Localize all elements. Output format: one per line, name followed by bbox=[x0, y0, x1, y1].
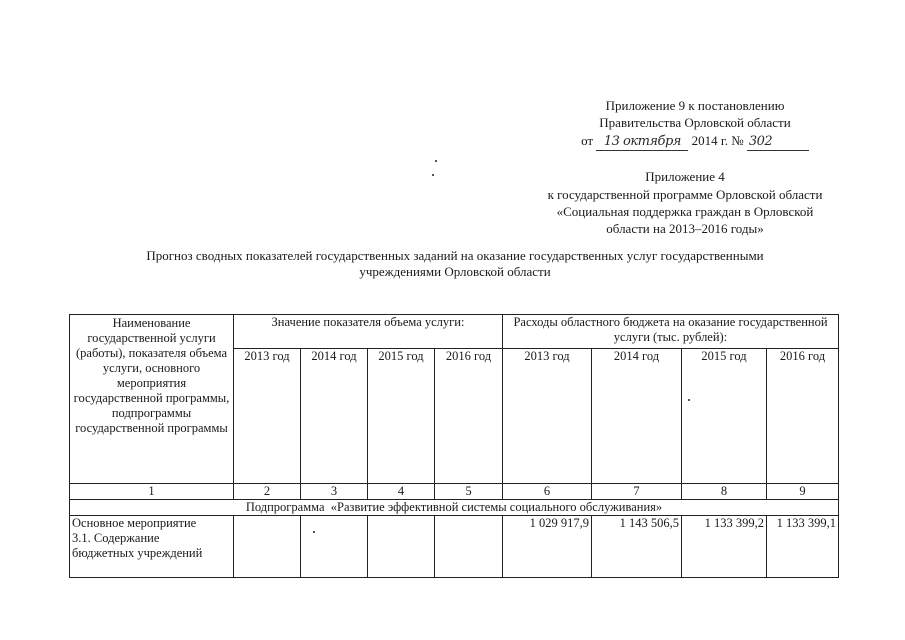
column-number: 8 bbox=[682, 484, 767, 500]
year-header: 2015 год bbox=[368, 349, 435, 484]
scan-speck bbox=[313, 531, 315, 533]
col-name-header: Наименование государственной услуги (работы), показателя объема услуги, основного мероприятия государственной программы, подпрограммы государственной программы bbox=[70, 315, 234, 484]
column-number: 7 bbox=[592, 484, 682, 500]
column-number: 6 bbox=[503, 484, 592, 500]
appendix-sub-line3: «Социальная поддержка граждан в Орловской bbox=[556, 204, 814, 219]
expense-2014: 1 143 506,5 bbox=[592, 516, 682, 578]
appendix-main bbox=[545, 97, 845, 151]
handwritten-date: 13 октября bbox=[596, 133, 688, 151]
table-row bbox=[70, 516, 839, 578]
table-header-row-1 bbox=[70, 315, 839, 349]
year-header: 2016 год bbox=[435, 349, 503, 484]
title-line1: Прогноз сводных показателей государственных заданий на оказание государственных услуг государственными bbox=[146, 248, 764, 263]
subprogram-title: Подпрограмма «Развитие эффективной системы социального обслуживания» bbox=[70, 500, 839, 516]
group-expense-header: Расходы областного бюджета на оказание государственной услуги (тыс. рублей): bbox=[503, 315, 839, 349]
year-header: 2013 год bbox=[503, 349, 592, 484]
appendix-main-date-line bbox=[545, 132, 845, 151]
table-number-row bbox=[70, 484, 839, 500]
year-header: 2014 год bbox=[592, 349, 682, 484]
year-header: 2016 год bbox=[767, 349, 839, 484]
scan-speck bbox=[432, 174, 434, 176]
appendix-sub-line1: Приложение 4 bbox=[645, 169, 725, 184]
indicators-table bbox=[69, 314, 839, 578]
appendix-sub-line4: области на 2013–2016 годы» bbox=[606, 221, 764, 236]
column-number: 9 bbox=[767, 484, 839, 500]
column-number: 2 bbox=[234, 484, 301, 500]
document-title bbox=[60, 248, 850, 280]
volume-2014 bbox=[301, 516, 368, 578]
appendix-main-line2: Правительства Орловской области bbox=[599, 115, 791, 130]
column-number: 3 bbox=[301, 484, 368, 500]
scan-speck bbox=[688, 399, 690, 401]
group-volume-header: Значение показателя объема услуги: bbox=[234, 315, 503, 349]
appendix-main-line1: Приложение 9 к постановлению bbox=[605, 98, 785, 113]
year-header: 2015 год bbox=[682, 349, 767, 484]
year-header: 2013 год bbox=[234, 349, 301, 484]
scan-speck bbox=[435, 160, 437, 162]
date-prefix: от bbox=[581, 133, 594, 148]
volume-2016 bbox=[435, 516, 503, 578]
expense-2015: 1 133 399,2 bbox=[682, 516, 767, 578]
column-number: 5 bbox=[435, 484, 503, 500]
expense-2013: 1 029 917,9 bbox=[503, 516, 592, 578]
column-number: 4 bbox=[368, 484, 435, 500]
date-suffix: 2014 г. № bbox=[691, 133, 744, 148]
row-name: Основное мероприятие 3.1. Содержание бюджетных учреждений bbox=[70, 516, 234, 578]
handwritten-number: 302 bbox=[747, 133, 809, 151]
volume-2013 bbox=[234, 516, 301, 578]
column-number: 1 bbox=[70, 484, 234, 500]
volume-2015 bbox=[368, 516, 435, 578]
subprogram-row bbox=[70, 500, 839, 516]
appendix-sub-line2: к государственной программе Орловской области bbox=[547, 187, 823, 202]
expense-2016: 1 133 399,1 bbox=[767, 516, 839, 578]
title-line2: учреждениями Орловской области bbox=[359, 264, 551, 279]
appendix-sub bbox=[500, 168, 870, 237]
year-header: 2014 год bbox=[301, 349, 368, 484]
